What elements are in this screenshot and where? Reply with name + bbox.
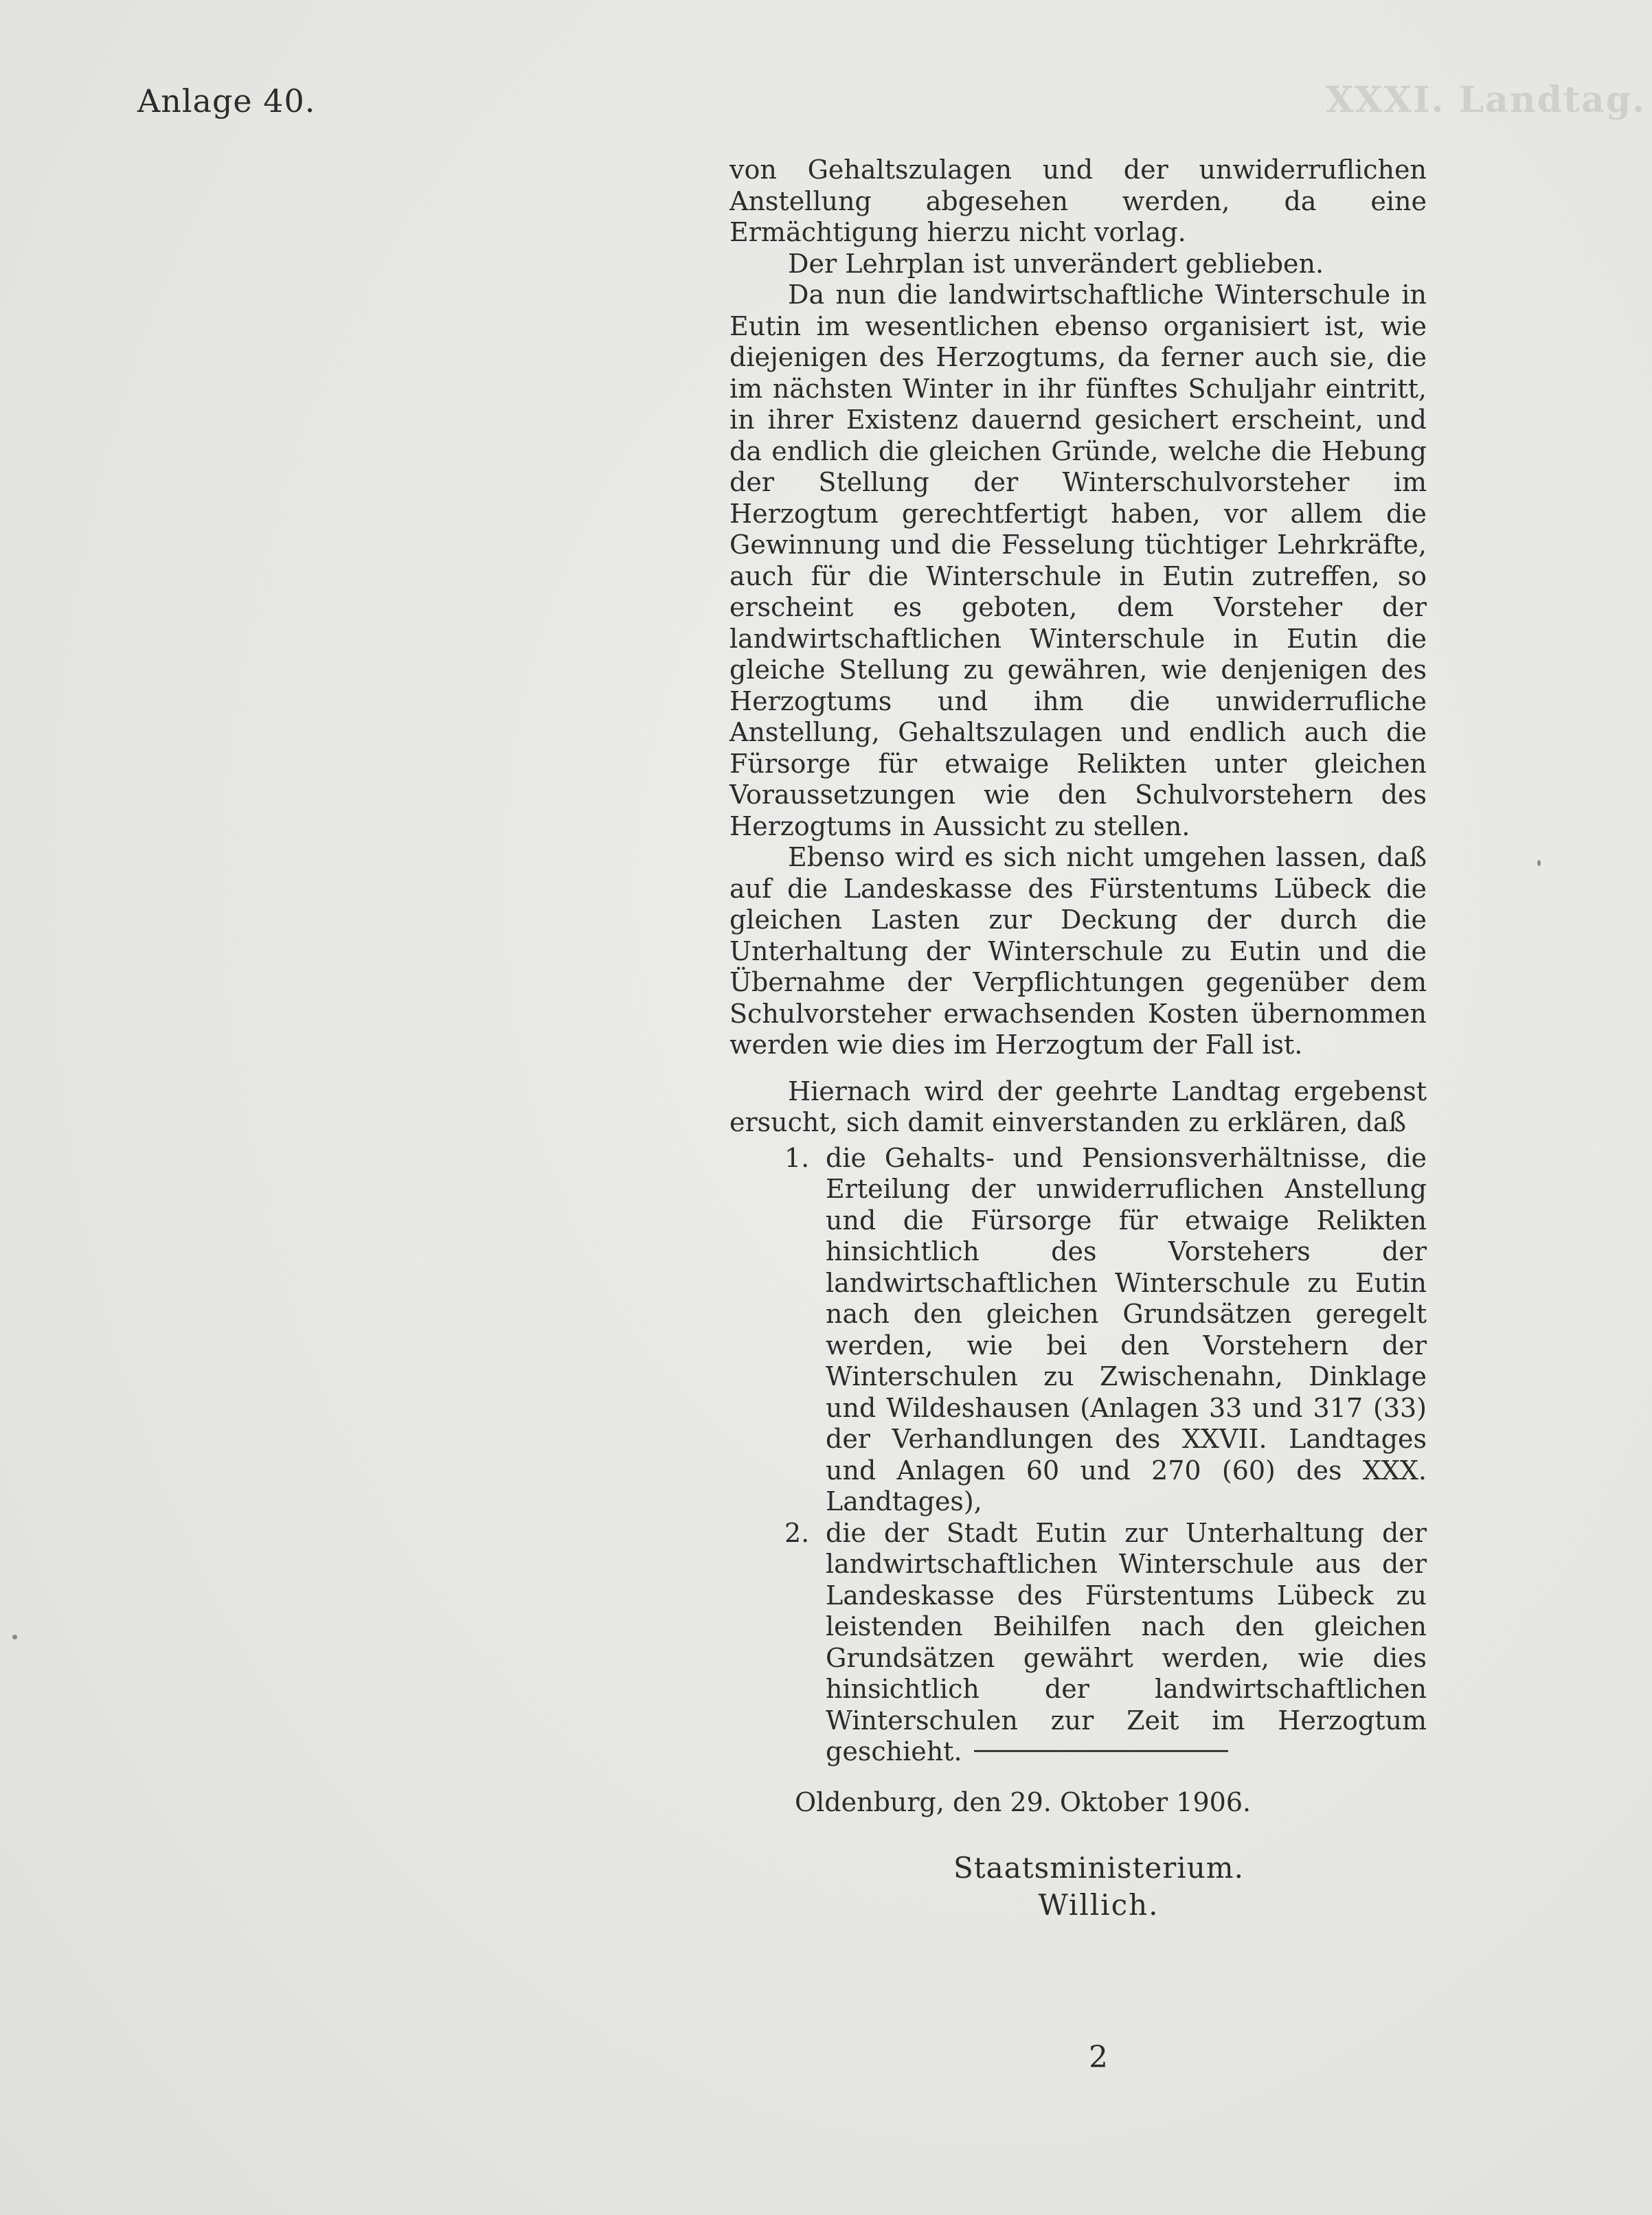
list-item	[729, 1143, 1427, 1518]
signature: Willich.	[1038, 1887, 1159, 1922]
paragraph: von Gehaltszulagen und der unwiderruflichen Anstellung abgesehen werden, da eine Ermächtigung hierzu nicht vorlag.	[729, 155, 1427, 247]
list-item-text: die Gehalts- und Pensionsverhältnisse, die Erteilung der unwiderruflichen Anstellung und die Fürsorge für etwaige Relikten hinsichtlich des Vorstehers der landwirtschaftlichen Winterschule zu Eutin nach den gleichen Grundsätzen geregelt werden, wie bei den Vorstehern der Winterschulen zu Zwischenahn, Dinklage und Wildeshausen (Anlagen 33 und 317 (33) der Verhandlungen des XXVII. Landtages und Anlagen 60 und 270 (60) des XXX. Landtages),	[826, 1142, 1427, 1517]
paragraph: Der Lehrplan ist unverändert geblieben.	[788, 248, 1324, 279]
paragraph: Ebenso wird es sich nicht umgehen lassen, daß auf die Landeskasse des Fürstentums Lübeck die gleichen Lasten zur Deckung der durch die Unterhaltung der Winterschule zu Eutin und die Übernahme der Verpflichtungen gegenüber dem Schulvorsteher erwachsenden Kosten übernommen werden wie dies im Herzogtum der Fall ist.	[729, 842, 1427, 1060]
page-number: 2	[1089, 2040, 1108, 2075]
list-item	[729, 1518, 1427, 1768]
dateline: Oldenburg, den 29. Oktober 1906.	[795, 1786, 1252, 1817]
paper-speck	[1537, 860, 1541, 866]
list-item-number: 2.	[784, 1517, 810, 1548]
list-item-text: die der Stadt Eutin zur Unterhaltung der landwirtschaftlichen Winterschule aus der Landeskasse des Fürstentums Lübeck zu leistenden Beihilfen nach den gleichen Grundsätzen gewährt werden, wie dies hinsichtlich der landwirtschaftlichen Winterschulen zur Zeit im Herzogtum geschieht.	[826, 1517, 1427, 1767]
paragraph: Da nun die landwirtschaftliche Winterschule in Eutin im wesentlichen ebenso organisiert ist, wie diejenigen des Herzogtums, da ferner auch sie, die im nächsten Winter in ihr fünftes Schuljahr eintritt, in ihrer Existenz dauernd gesichert erscheint, und da endlich die gleichen Gründe, welche die Hebung der Stellung der Winterschulvorsteher im Herzogtum gerechtfertigt haben, vor allem die Gewinnung und die Fesselung tüchtiger Lehrkräfte, auch für die Winterschule in Eutin zutreffen, so erscheint es geboten, dem Vorsteher der landwirtschaftlichen Winterschule in Eutin die gleiche Stellung zu gewähren, wie denjenigen des Herzogtums und ihm die unwiderrufliche Anstellung, Gehaltszulagen und endlich auch die Fürsorge für etwaige Relikten unter gleichen Voraussetzungen wie den Schulvorstehern des Herzogtums in Aussicht zu stellen.	[729, 280, 1427, 841]
text-column	[729, 155, 1427, 1920]
enumerated-list	[729, 1143, 1427, 1768]
ministry-name: Staatsministerium.	[953, 1851, 1244, 1885]
paper-speck	[12, 1635, 17, 1639]
header-bleed-through-title: XXXI. Landtag.	[1326, 79, 1647, 121]
paragraph: Hiernach wird der geehrte Landtag ergebenst ersucht, sich damit einverstanden zu erklären, daß	[729, 1076, 1427, 1137]
closing-rule	[974, 1750, 1228, 1752]
header-attachment-label: Anlage 40.	[137, 82, 316, 120]
list-item-number: 1.	[784, 1142, 810, 1173]
